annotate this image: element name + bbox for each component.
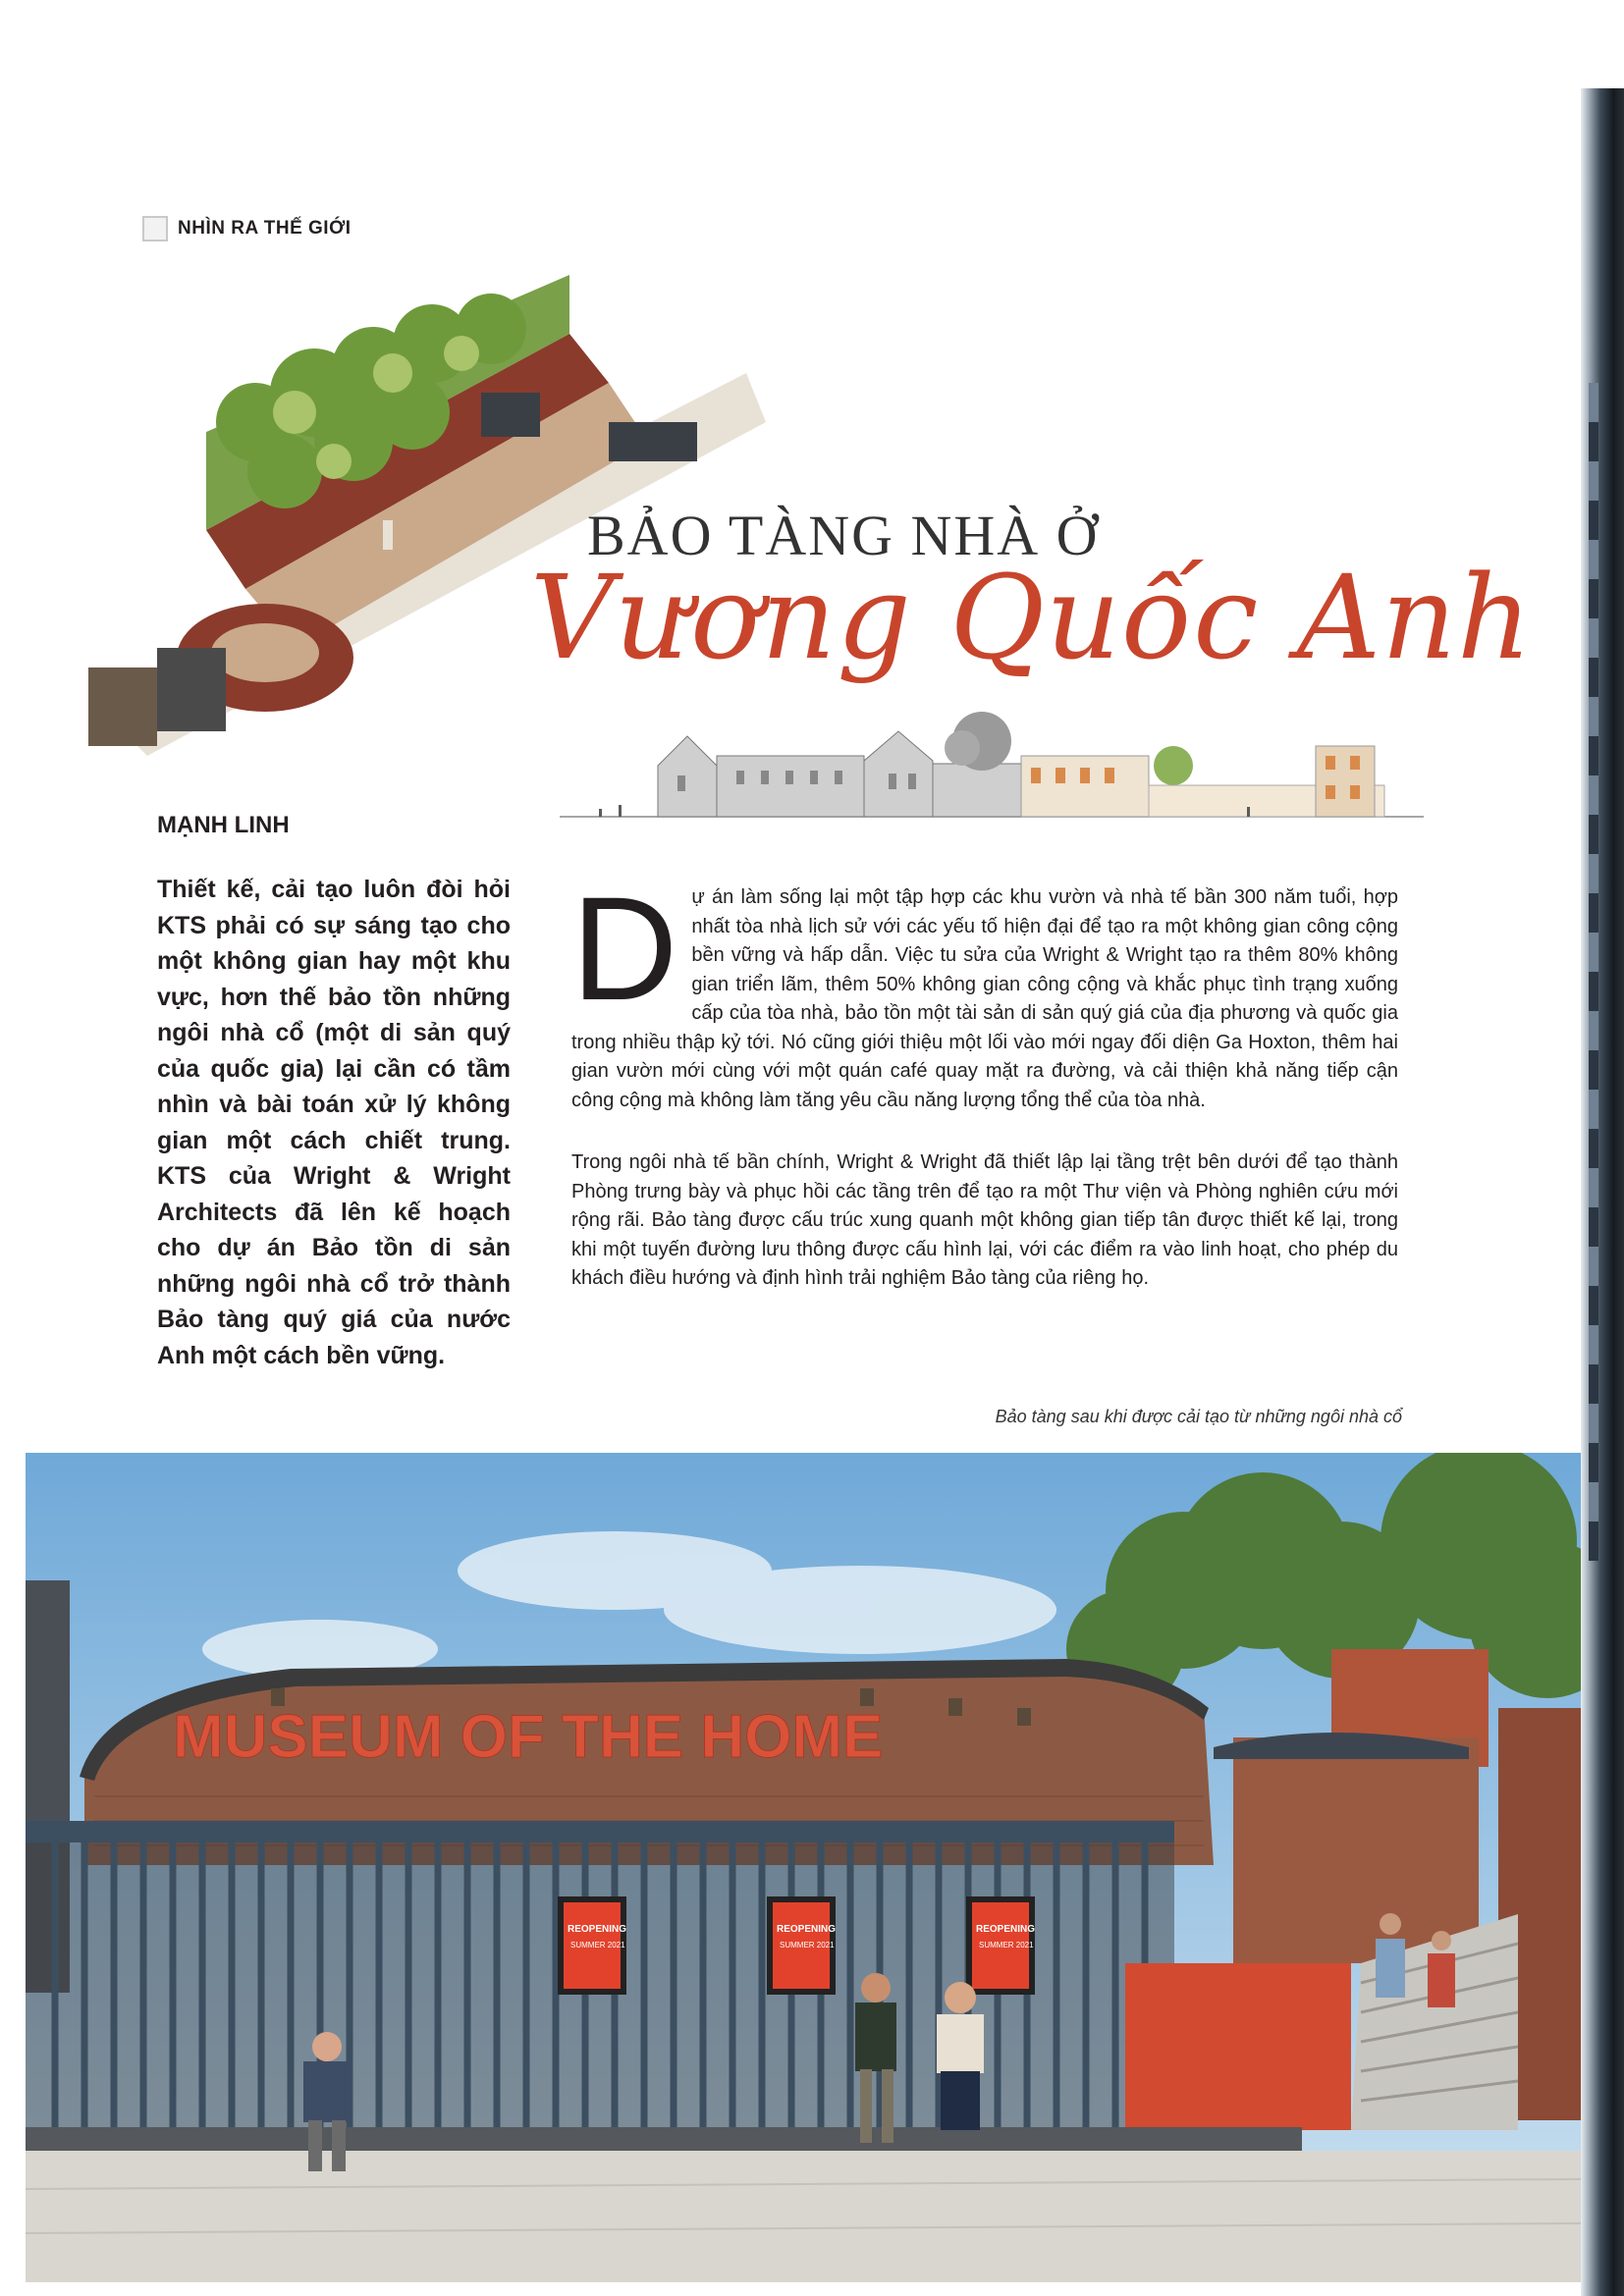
poster-sub-2: SUMMER 2021 — [780, 1941, 835, 1949]
poster-text-3: REOPENING — [976, 1924, 1036, 1935]
poster-text-2: REOPENING — [777, 1924, 837, 1935]
title-line-2: Vương Quốc Anh — [530, 550, 1534, 685]
poster-sub-1: SUMMER 2021 — [570, 1941, 625, 1949]
lead-paragraph: Thiết kế, cải tạo luôn đòi hỏi KTS phải có sự sáng tạo cho một không gian hay một khu vực, hơn thế bảo tồn những ngôi nhà cổ (một di sản quý của quốc gia) lại cần có tầm nhìn và bài toán xử lý không gian một cách chiết trung. KTS của Wright & Wright Architects đã lên kế hoạch cho dự án Bảo tồn di sản những ngôi nhà cổ trở thành Bảo tàng quý giá của nước Anh một cách bền vững. — [157, 876, 511, 1369]
article-body — [571, 866, 1398, 1327]
elevation-drawing — [560, 687, 1424, 854]
drop-cap: D — [571, 866, 678, 1031]
paragraph-1-text: ự án làm sống lại một tập hợp các khu vườn và nhà tế bần 300 năm tuổi, hợp nhất tòa nhà lịch sử với các yếu tố hiện đại để tạo ra một không gian công cộng bền vững và hấp dẫn. Việc tu sửa của Wright & Wright tạo ra thêm 80% không gian triển lãm, thêm 50% không gian công cộng và khắc phục tình trạng xuống cấp của tòa nhà, bảo tồn một tài sản di sản quý giá của địa phương và quốc gia trong nhiều thập kỷ tới. Nó cũng giới thiệu một lối vào mới ngay đối diện Ga Hoxton, thêm hai gian vườn mới cùng với một quán café quay mặt ra đường, và cải thiện khả năng tiếp cận công cộng mà không làm tăng yêu cầu năng lượng tổng thể của tòa nhà. — [571, 886, 1398, 1111]
author-byline: MẠNH LINH — [157, 812, 290, 838]
poster-sub-3: SUMMER 2021 — [979, 1941, 1034, 1949]
section-header — [142, 216, 352, 241]
paragraph-2: Trong ngôi nhà tế bần chính, Wright & Wright đã thiết lập lại tầng trệt bên dưới để tạo thành Phòng trưng bày và phục hồi các tầng trên để tạo ra một Thư viện và Phòng nghiên cứu mới rộng rãi. Bảo tàng được cấu trúc xung quanh một không gian tiếp tân được thiết kế lại, trong khi một tuyến đường lưu thông được cấu hình lại, với các điểm ra vào linh hoạt, cho phép du khách điều hướng và định hình trải nghiệm Bảo tàng của riêng họ. — [571, 1151, 1398, 1289]
museum-sign: MUSEUM OF THE HOME — [173, 1703, 884, 1771]
title-line-1: BẢO TÀNG NHÀ Ở — [587, 504, 1100, 567]
photo-caption: Bảo tàng sau khi được cải tạo từ những ngôi nhà cổ — [995, 1407, 1402, 1426]
paragraph-1 — [571, 866, 1398, 1115]
section-label: NHÌN RA THẾ GIỚI — [178, 218, 352, 239]
adjacent-page-edge — [1581, 88, 1624, 2296]
section-icon — [142, 216, 168, 241]
poster-text-1: REOPENING — [568, 1924, 627, 1935]
museum-photo — [26, 1453, 1581, 2282]
